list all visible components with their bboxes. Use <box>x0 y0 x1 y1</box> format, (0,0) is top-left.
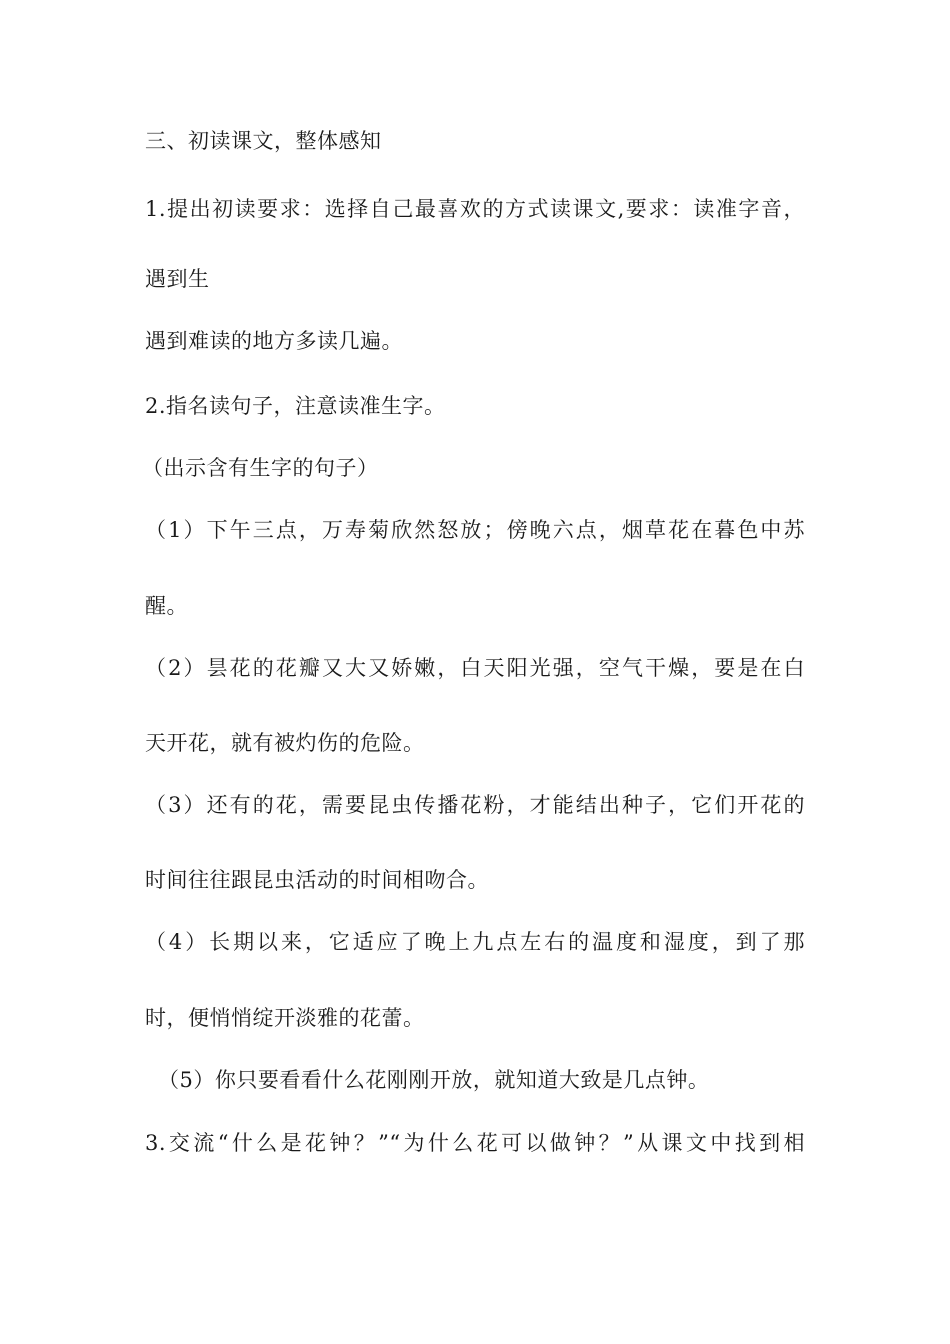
sentence3-line1: （3）还有的花，需要昆虫传播花粉，才能结出种子，它们开花的 <box>145 793 805 817</box>
sentence4-line1: （4）长期以来，它适应了晚上九点左右的温度和湿度，到了那 <box>145 930 805 954</box>
sentence-note: （出示含有生字的句子） <box>142 456 379 480</box>
sentence2-line1: （2）昙花的花瓣又大又娇嫩，白天阳光强，空气干燥，要是在白 <box>145 656 805 680</box>
sentence1-line2: 醒。 <box>145 594 188 618</box>
sentence5: （5）你只要看看什么花刚刚开放，就知道大致是几点钟。 <box>158 1068 710 1092</box>
sentence3-line2: 时间往往跟昆虫活动的时间相吻合。 <box>145 868 489 892</box>
item1-line1: 1.提出初读要求：选择自己最喜欢的方式读课文,要求：读准字音， <box>145 197 805 221</box>
sentence4-line2: 时，便悄悄绽开淡雅的花蕾。 <box>145 1006 425 1030</box>
sentence2-line2: 天开花，就有被灼伤的危险。 <box>145 731 425 755</box>
item1-line2: 遇到生 <box>145 267 210 291</box>
section-heading: 三、初读课文，整体感知 <box>145 129 382 153</box>
item2-text: 2.指名读句子，注意读准生字。 <box>145 394 446 418</box>
item3-line1: 3.交流“什么是花钟？”“为什么花可以做钟？”从课文中找到相 <box>145 1131 805 1155</box>
sentence1-line1: （1）下午三点，万寿菊欣然怒放；傍晚六点，烟草花在暮色中苏 <box>145 518 805 542</box>
item1-line3: 遇到难读的地方多读几遍。 <box>145 329 403 353</box>
